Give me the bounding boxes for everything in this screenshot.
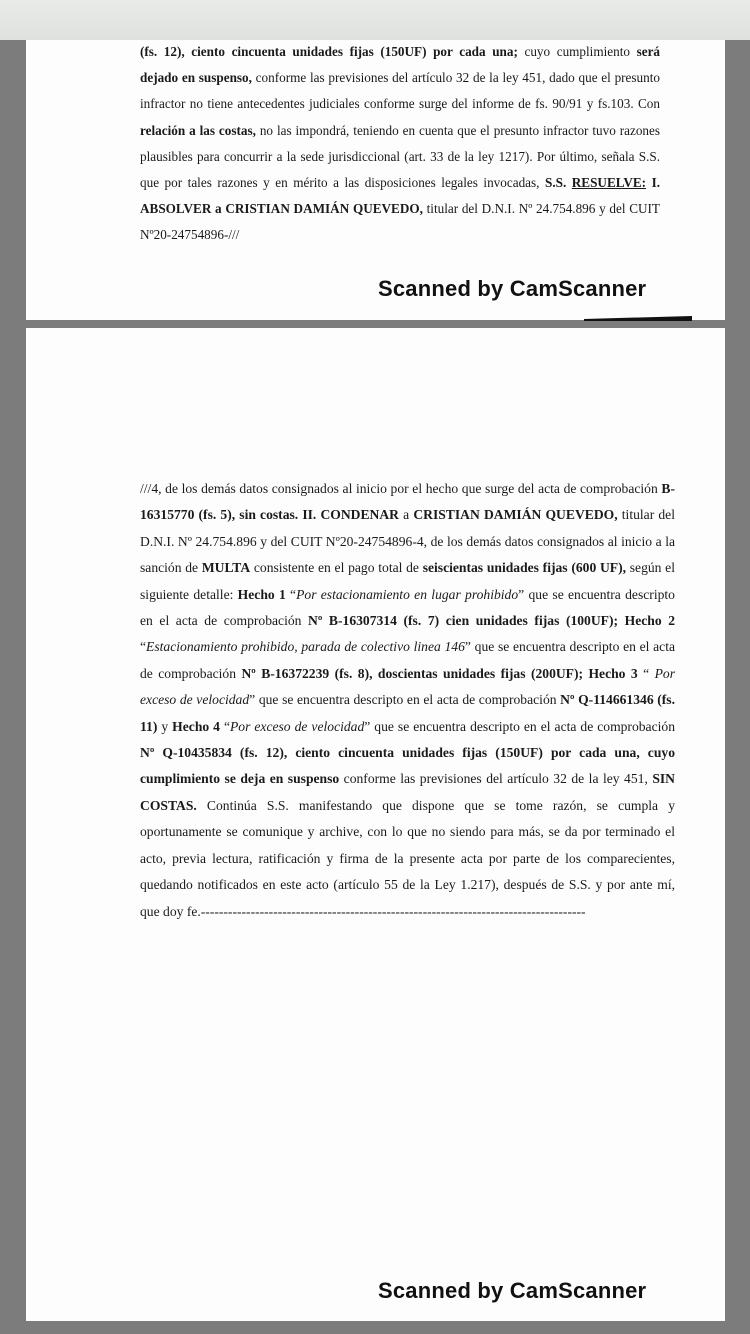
document-page-1 [26,40,725,320]
text-segment: Por exceso de velocidad [230,718,365,734]
text-segment: consistente en el pago total de [250,560,423,576]
text-segment: “ [285,586,297,602]
text-segment: B-16315770 (fs. 5), sin costas. II. CONDENAR [140,481,675,523]
text-segment: S.S. [544,175,572,191]
text-segment: ” que se encuentra descripto en el acta de comprobación [140,586,675,629]
viewer-top-bar [0,0,750,40]
text-segment: Nº B-16372239 (fs. 8), doscientas unidades fijas (200UF); Hecho 3 [241,665,638,681]
text-segment: Por estacionamiento en lugar prohibido [296,586,519,602]
text-segment: Nº B-16307314 (fs. 7) cien unidades fijas (100UF); Hecho 2 [308,613,675,629]
text-segment: a [399,507,414,523]
text-segment: titular del D.N.I. Nº 24.754.896 y del CUIT Nº20-24754896-/// [140,201,660,243]
text-segment: y [157,718,173,734]
text-segment: Hecho 1 [237,586,286,602]
text-segment: “ [637,665,655,681]
text-segment: ///4, de los demás datos consignados al inicio por el hecho que surge del acta de comprobación [140,481,662,496]
text-segment: ” que se encuentra descripto en el acta de comprobación [140,639,676,681]
text-segment: conforme las previsiones del artículo 32 de la ley 451, [339,771,653,787]
text-segment: ” que se encuentra descripto en el acta de comprobación [249,692,561,708]
text-segment: (fs. 12), ciento cincuenta unidades fijas (150UF) por cada una; [140,44,518,59]
camscanner-watermark: Scanned by CamScanner [378,276,647,301]
text-segment: SIN COSTAS. [140,771,675,813]
text-segment: relación a las costas, [140,122,256,138]
page-1-body-text [140,39,660,249]
text-segment: Continúa S.S. manifestando que dispone que se tome razón, se cumpla y oportunamente se comunique y archive, con lo que no siendo para más, se da por terminado el acto, previa lectura, ratificación y firma de la presente acta por parte de los comparecientes, quedando notificados en este acto (artículo 55 de la Ley 1.217), después de S.S. y por ante mí, que doy fe.------------------------------------------------------------------------------------- [140,797,675,919]
page-2-body-text [140,476,675,925]
text-segment: CRISTIAN DAMIÁN QUEVEDO, [413,507,618,523]
camscanner-watermark: Scanned by CamScanner [378,1278,647,1303]
text-segment: Estacionamiento prohibido, parada de colectivo linea 146 [146,639,465,655]
text-segment: Hecho 4 [172,718,220,734]
text-segment: Por exceso de velocidad [140,665,675,708]
text-segment: cuyo cumplimiento [517,44,637,59]
text-segment: seiscientas unidades fijas (600 UF), [422,560,627,576]
paragraph [140,39,660,249]
text-segment: “ [219,718,230,734]
text-segment: “ [140,639,147,655]
text-segment: ” que se encuentra descripto en el acta de comprobación [364,718,675,734]
text-segment: I. ABSOLVER a CRISTIAN DAMIÁN QUEVEDO, [140,175,661,217]
text-segment: Nº Q-114661346 (fs. 11) [140,692,675,734]
text-segment: RESUELVE: [571,175,647,191]
text-segment: MULTA [201,560,251,576]
text-segment: Nº Q-10435834 (fs. 12), ciento cincuenta unidades fijas (150UF) por cada una, cuyo cumplimiento se deja en suspenso [140,745,675,787]
paragraph [140,476,675,925]
text-segment: conforme las previsiones del artículo 32 de la ley 451, dado que el presunto infractor no tiene antecedentes judiciales conforme surge del informe de fs. 90/91 y fs.103. Con [140,70,660,112]
document-page-2 [26,328,725,1321]
text-segment: según el siguiente detalle: [140,560,675,602]
text-segment: no las impondrá, teniendo en cuenta que el presunto infractor tuvo razones plausibles para concurrir a la sede jurisdiccional (art. 33 de la ley 1217). Por último, señala S.S. que por tales razones y en mérito a las disposiciones legales invocadas, [140,122,661,191]
text-segment: será dejado en suspenso, [140,44,661,86]
text-segment: titular del D.N.I. Nº 24.754.896 y del CUIT Nº20-24754896-4, de los demás datos consignados al inicio a la sanción de [140,507,675,576]
